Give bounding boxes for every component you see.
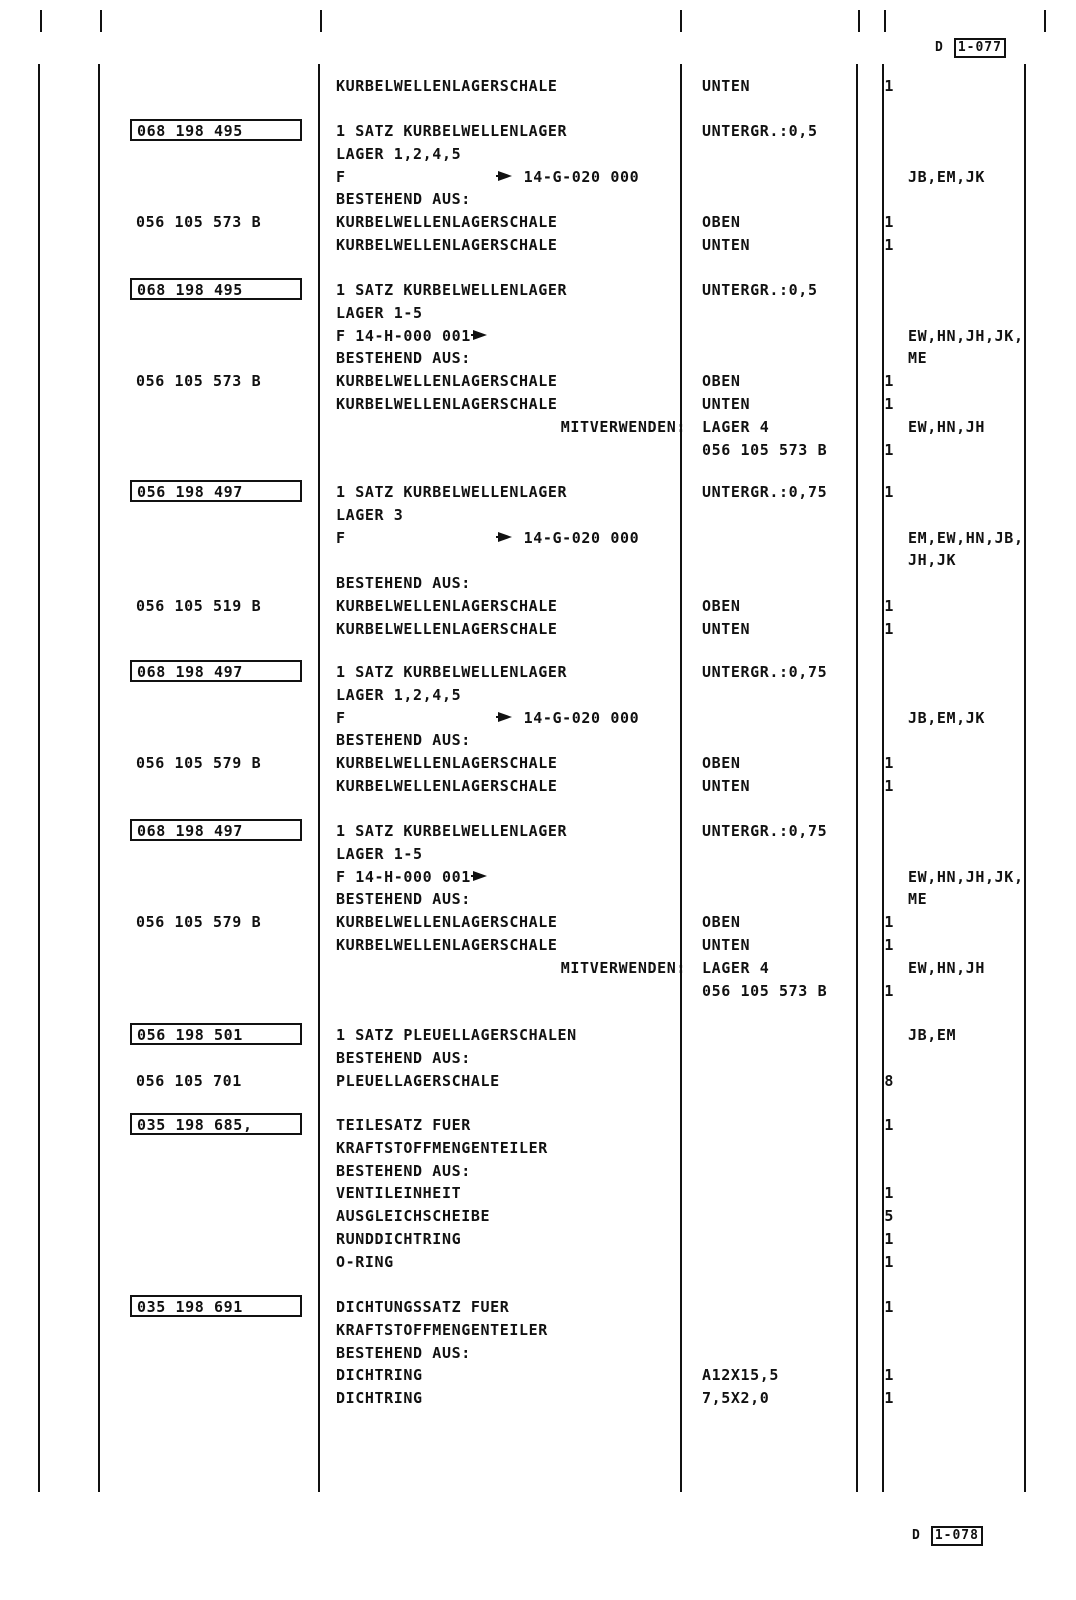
page-header bbox=[935, 38, 1006, 58]
table-row bbox=[0, 820, 1076, 843]
table-row bbox=[0, 1251, 1076, 1274]
description-text: KURBELWELLENLAGERSCHALE bbox=[336, 77, 558, 95]
quantity: 1 bbox=[884, 483, 894, 501]
quantity: 1 bbox=[884, 1389, 894, 1408]
table-row bbox=[0, 549, 1076, 572]
description bbox=[336, 1296, 509, 1319]
part-number-text: 068 198 495 bbox=[137, 281, 243, 299]
model-codes: EW,HN,JH,JK, bbox=[908, 867, 1024, 886]
description bbox=[336, 1160, 471, 1183]
remark: 056 105 573 B bbox=[702, 440, 828, 459]
model-codes: EW,HN,JH bbox=[908, 417, 986, 436]
quantity: 1 bbox=[884, 1116, 894, 1134]
quantity: 1 bbox=[884, 777, 894, 795]
description bbox=[336, 347, 471, 370]
description-text: PLEUELLAGERSCHALE bbox=[336, 1071, 500, 1090]
description-text: KURBELWELLENLAGERSCHALE bbox=[336, 754, 558, 773]
section-letter: D bbox=[912, 1528, 921, 1543]
part-number: 056 105 573 B bbox=[136, 213, 262, 232]
table-row bbox=[0, 143, 1076, 166]
description-text: KURBELWELLENLAGERSCHALE bbox=[336, 913, 558, 932]
description-text: TEILESATZ FUER bbox=[336, 1116, 471, 1134]
quantity: 1 bbox=[884, 936, 894, 954]
description-text: DICHTUNGSSATZ FUER bbox=[336, 1298, 510, 1316]
top-tick bbox=[320, 10, 322, 32]
description bbox=[336, 729, 471, 752]
mitverwenden-label: MITVERWENDEN: bbox=[560, 417, 686, 436]
part-number-text: 068 198 497 bbox=[137, 822, 243, 840]
mitverwenden-label: MITVERWENDEN: bbox=[560, 958, 686, 977]
description-text: BESTEHEND AUS: bbox=[336, 574, 471, 593]
set-part-number bbox=[130, 819, 302, 841]
part-number-text: 068 198 495 bbox=[137, 122, 243, 140]
quantity: 1 bbox=[884, 913, 894, 932]
description bbox=[336, 820, 567, 843]
table-row bbox=[0, 934, 1076, 957]
description bbox=[336, 370, 558, 393]
remark: UNTEN bbox=[702, 777, 751, 795]
chassis-number: 14-G-020 000 bbox=[523, 708, 640, 727]
part-number: 056 105 579 B bbox=[136, 913, 262, 932]
table-row bbox=[0, 729, 1076, 752]
quantity: 1 bbox=[884, 395, 894, 413]
description-text: LAGER 1-5 bbox=[336, 303, 423, 322]
table-row bbox=[0, 1047, 1076, 1070]
description bbox=[336, 911, 558, 934]
table-row bbox=[0, 393, 1076, 416]
description-text: VENTILEINHEIT bbox=[336, 1184, 462, 1203]
table-row bbox=[0, 1228, 1076, 1251]
chassis-number: 14-G-020 000 bbox=[523, 528, 640, 547]
description-text: BESTEHEND AUS: bbox=[336, 1343, 471, 1362]
description bbox=[336, 1047, 471, 1070]
part-number-text: 035 198 685, bbox=[137, 1116, 253, 1134]
description bbox=[336, 775, 558, 798]
description-text: BESTEHEND AUS: bbox=[336, 349, 471, 368]
description bbox=[336, 527, 639, 550]
table-row bbox=[0, 1205, 1076, 1228]
description-text: AUSGLEICHSCHEIBE bbox=[336, 1207, 491, 1226]
table-row bbox=[0, 980, 1076, 1003]
quantity: 1 bbox=[884, 1252, 894, 1271]
remark: UNTERGR.:0,5 bbox=[702, 122, 818, 140]
table-row bbox=[0, 1296, 1076, 1319]
description bbox=[336, 1342, 471, 1365]
table-row bbox=[0, 843, 1076, 866]
table-row bbox=[0, 527, 1076, 550]
page-number: 1-077 bbox=[954, 38, 1006, 58]
set-part-number bbox=[130, 1023, 302, 1045]
top-tick bbox=[40, 10, 42, 32]
description bbox=[336, 595, 558, 618]
description bbox=[336, 120, 567, 143]
table-row bbox=[0, 957, 1076, 980]
table-row bbox=[0, 595, 1076, 618]
set-part-number bbox=[130, 278, 302, 300]
description-text: KURBELWELLENLAGERSCHALE bbox=[336, 597, 558, 615]
table-row bbox=[0, 188, 1076, 211]
description-text: 1 SATZ KURBELWELLENLAGER bbox=[336, 483, 568, 501]
remark: 7,5X2,0 bbox=[702, 1389, 770, 1408]
description bbox=[336, 211, 558, 234]
description bbox=[336, 1024, 577, 1047]
quantity: 1 bbox=[884, 236, 894, 254]
remark: OBEN bbox=[702, 913, 741, 932]
description bbox=[336, 1251, 394, 1274]
description-text: KURBELWELLENLAGERSCHALE bbox=[336, 777, 558, 795]
table-row bbox=[0, 888, 1076, 911]
quantity: 1 bbox=[884, 981, 894, 1000]
table-row bbox=[0, 1160, 1076, 1183]
table-row bbox=[0, 347, 1076, 370]
description bbox=[336, 143, 461, 166]
description-text: BESTEHEND AUS: bbox=[336, 190, 471, 209]
description bbox=[336, 325, 493, 348]
quantity: 1 bbox=[884, 1298, 894, 1316]
section-letter: D bbox=[935, 40, 944, 55]
remark: OBEN bbox=[702, 372, 741, 391]
description-text: 1 SATZ KURBELWELLENLAGER bbox=[336, 122, 568, 140]
table-row bbox=[0, 504, 1076, 527]
description bbox=[336, 1387, 423, 1410]
top-tick bbox=[680, 10, 682, 32]
table-row bbox=[0, 775, 1076, 798]
table-row bbox=[0, 166, 1076, 189]
model-codes: EW,HN,JH bbox=[908, 958, 986, 977]
model-codes: EM,EW,HN,JB, bbox=[908, 528, 1024, 547]
description-text: KURBELWELLENLAGERSCHALE bbox=[336, 619, 558, 638]
table-row bbox=[0, 1070, 1076, 1093]
table-row bbox=[0, 120, 1076, 143]
description bbox=[336, 866, 493, 889]
part-number-text: 035 198 691 bbox=[137, 1298, 243, 1316]
table-row bbox=[0, 707, 1076, 730]
remark: OBEN bbox=[702, 754, 741, 773]
quantity: 5 bbox=[884, 1207, 894, 1226]
description-text: BESTEHEND AUS: bbox=[336, 731, 471, 750]
description-text: KURBELWELLENLAGERSCHALE bbox=[336, 236, 558, 254]
description-text: O-RING bbox=[336, 1252, 394, 1271]
remark: UNTEN bbox=[702, 936, 751, 954]
description-text: LAGER 1,2,4,5 bbox=[336, 685, 462, 704]
description bbox=[336, 75, 558, 98]
description-text: F bbox=[336, 708, 346, 727]
table-row bbox=[0, 1342, 1076, 1365]
set-part-number bbox=[130, 119, 302, 141]
description bbox=[336, 661, 567, 684]
description bbox=[336, 302, 423, 325]
set-part-number bbox=[130, 1113, 302, 1135]
table-row bbox=[0, 1137, 1076, 1160]
part-number: 056 105 701 bbox=[136, 1071, 242, 1090]
table-row bbox=[0, 752, 1076, 775]
top-tick bbox=[884, 10, 886, 32]
description-text: LAGER 1-5 bbox=[336, 844, 423, 863]
quantity: 1 bbox=[884, 1184, 894, 1203]
table-row bbox=[0, 302, 1076, 325]
description bbox=[336, 188, 471, 211]
description-text: DICHTRING bbox=[336, 1366, 423, 1385]
description bbox=[336, 1182, 461, 1205]
description bbox=[336, 934, 558, 957]
model-codes: JB,EM,JK bbox=[908, 708, 986, 727]
top-tick bbox=[100, 10, 102, 32]
description bbox=[336, 1364, 423, 1387]
remark: OBEN bbox=[702, 597, 741, 615]
description-text: 1 SATZ KURBELWELLENLAGER bbox=[336, 663, 568, 681]
table-row bbox=[0, 75, 1076, 98]
description-text: KURBELWELLENLAGERSCHALE bbox=[336, 395, 558, 413]
page-footer bbox=[912, 1526, 983, 1546]
table-row bbox=[0, 911, 1076, 934]
part-number: 056 105 519 B bbox=[136, 597, 262, 615]
description-text: KRAFTSTOFFMENGENTEILER bbox=[336, 1320, 548, 1339]
set-part-number bbox=[130, 480, 302, 502]
description-text: LAGER 3 bbox=[336, 505, 404, 524]
quantity: 1 bbox=[884, 597, 894, 615]
chassis-number: 14-G-020 000 bbox=[523, 167, 640, 186]
description bbox=[336, 1114, 471, 1137]
part-number-text: 056 198 501 bbox=[137, 1026, 243, 1044]
description-text: F bbox=[336, 167, 346, 186]
quantity: 1 bbox=[884, 1230, 894, 1248]
description-text: KRAFTSTOFFMENGENTEILER bbox=[336, 1138, 548, 1157]
description bbox=[336, 618, 558, 641]
quantity: 1 bbox=[884, 77, 894, 95]
table-row bbox=[0, 866, 1076, 889]
top-tick bbox=[858, 10, 860, 32]
description bbox=[336, 1228, 461, 1251]
description bbox=[336, 166, 639, 189]
description bbox=[336, 393, 558, 416]
description bbox=[336, 843, 423, 866]
description bbox=[336, 572, 471, 595]
description-text: BESTEHEND AUS: bbox=[336, 1048, 471, 1067]
table-row bbox=[0, 481, 1076, 504]
description bbox=[336, 279, 567, 302]
description-text: DICHTRING bbox=[336, 1389, 423, 1408]
top-tick bbox=[1044, 10, 1046, 32]
table-row bbox=[0, 416, 1076, 439]
table-row bbox=[0, 1024, 1076, 1047]
table-row bbox=[0, 234, 1076, 257]
remark: UNTEN bbox=[702, 77, 751, 95]
part-number-text: 068 198 497 bbox=[137, 663, 243, 681]
description-text: RUNDDICHTRING bbox=[336, 1230, 462, 1248]
quantity: 1 bbox=[884, 213, 894, 232]
part-number: 056 105 579 B bbox=[136, 754, 262, 773]
part-number-text: 056 198 497 bbox=[137, 483, 243, 501]
set-part-number bbox=[130, 1295, 302, 1317]
model-codes: JB,EM bbox=[908, 1026, 957, 1044]
set-part-number bbox=[130, 660, 302, 682]
description bbox=[336, 684, 461, 707]
table-row bbox=[0, 572, 1076, 595]
quantity: 1 bbox=[884, 619, 894, 638]
description bbox=[336, 481, 567, 504]
model-codes: ME bbox=[908, 349, 928, 368]
description-text: F 14-H-000 001 bbox=[336, 326, 471, 345]
quantity: 1 bbox=[884, 1366, 894, 1385]
table-row bbox=[0, 211, 1076, 234]
description bbox=[336, 504, 403, 527]
remark: UNTEN bbox=[702, 395, 751, 413]
description bbox=[336, 1137, 548, 1160]
description bbox=[336, 234, 558, 257]
table-row bbox=[0, 370, 1076, 393]
quantity: 8 bbox=[884, 1071, 894, 1090]
remark: 056 105 573 B bbox=[702, 981, 828, 1000]
remark: UNTEN bbox=[702, 236, 751, 254]
table-row bbox=[0, 1182, 1076, 1205]
description bbox=[336, 1319, 548, 1342]
remark: UNTERGR.:0,75 bbox=[702, 822, 828, 840]
table-row bbox=[0, 279, 1076, 302]
quantity: 1 bbox=[884, 440, 894, 459]
description-text: BESTEHEND AUS: bbox=[336, 890, 471, 909]
description-text: KURBELWELLENLAGERSCHALE bbox=[336, 372, 558, 391]
description-text: BESTEHEND AUS: bbox=[336, 1161, 471, 1180]
description-text: 1 SATZ KURBELWELLENLAGER bbox=[336, 281, 568, 299]
page-number: 1-078 bbox=[931, 1526, 983, 1546]
description bbox=[336, 1205, 490, 1228]
description-text: 1 SATZ PLEUELLAGERSCHALEN bbox=[336, 1026, 577, 1044]
table-row bbox=[0, 325, 1076, 348]
remark: UNTERGR.:0,75 bbox=[702, 483, 828, 501]
remark: LAGER 4 bbox=[702, 417, 770, 436]
quantity: 1 bbox=[884, 372, 894, 391]
table-row bbox=[0, 684, 1076, 707]
description-text: F bbox=[336, 528, 346, 547]
table-row bbox=[0, 1387, 1076, 1410]
remark: UNTERGR.:0,5 bbox=[702, 281, 818, 299]
remark: UNTEN bbox=[702, 619, 751, 638]
table-row bbox=[0, 661, 1076, 684]
table-row bbox=[0, 439, 1076, 462]
description bbox=[336, 1070, 500, 1093]
remark: UNTERGR.:0,75 bbox=[702, 663, 828, 681]
model-codes: JB,EM,JK bbox=[908, 167, 986, 186]
model-codes: JH,JK bbox=[908, 551, 957, 570]
description-text: KURBELWELLENLAGERSCHALE bbox=[336, 936, 558, 954]
part-number: 056 105 573 B bbox=[136, 372, 262, 391]
description-text: LAGER 1,2,4,5 bbox=[336, 144, 462, 163]
description bbox=[336, 888, 471, 911]
table-row bbox=[0, 618, 1076, 641]
description bbox=[336, 752, 558, 775]
table-row bbox=[0, 1364, 1076, 1387]
description-text: F 14-H-000 001 bbox=[336, 867, 471, 886]
model-codes: ME bbox=[908, 890, 928, 909]
description bbox=[336, 707, 639, 730]
quantity: 1 bbox=[884, 754, 894, 773]
remark: OBEN bbox=[702, 213, 741, 232]
remark: A12X15,5 bbox=[702, 1366, 780, 1385]
table-row bbox=[0, 1114, 1076, 1137]
remark: LAGER 4 bbox=[702, 958, 770, 977]
model-codes: EW,HN,JH,JK, bbox=[908, 326, 1024, 345]
description-text: KURBELWELLENLAGERSCHALE bbox=[336, 213, 558, 232]
table-row bbox=[0, 1319, 1076, 1342]
description-text: 1 SATZ KURBELWELLENLAGER bbox=[336, 822, 568, 840]
